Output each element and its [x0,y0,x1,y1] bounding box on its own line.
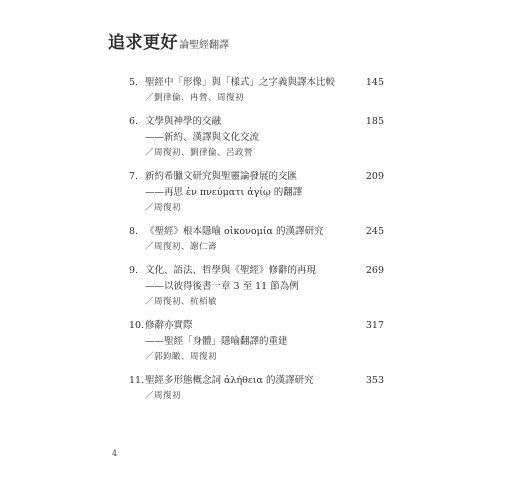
chapter-authors: ／周復初、謝仁壽 [145,242,218,252]
page-number: 145 [365,77,384,88]
chapter-number: 10. [129,320,145,331]
chapter-title: 文化、語法、哲學與《聖經》修辭的再現 [145,265,317,276]
chapter-subtitle: ——以彼得後書一章 3 至 11 節為例 [145,281,299,292]
toc-entry-title-line [129,263,384,279]
toc-entry-9 [129,263,384,310]
page-number: 353 [365,375,384,386]
chapter-authors: ／郭鈞瞰、周復初 [145,352,218,362]
toc-entry-7 [129,169,384,216]
chapter-subtitle: ——再思 ἐν πνεύματι ἁγίῳ 的翻譯 [145,187,303,198]
chapter-number: 6. [129,116,139,127]
chapter-number: 8. [129,226,139,237]
toc-entry-title-line [129,114,384,130]
chapter-title: 修辭亦實際 [145,320,193,331]
chapter-authors: ／劉律倫、冉營、周復初 [145,93,245,103]
toc-entry-title-line [129,169,384,185]
chapter-authors: ／周復初、杭栢敏 [145,297,218,307]
chapter-authors: ／周復初 [145,203,182,213]
chapter-subtitle: ——新約、漢譯與文化交流 [145,132,260,143]
chapter-authors: ／周復初 [145,391,182,401]
folio-page-number: 4 [112,449,118,458]
toc-entry-11 [129,373,384,404]
page-number: 185 [365,116,384,127]
toc-entry-title-line [129,75,384,91]
chapter-title: 《聖經》根本隱喻 οἰκονομία 的漢譯研究 [145,226,324,237]
toc-entry-6 [129,114,384,161]
toc-entry-5 [129,75,384,106]
chapter-title: 文學與神學的交融 [145,116,222,127]
page-number: 209 [365,171,384,182]
chapter-number: 5. [129,77,139,88]
page-number: 317 [365,320,384,331]
toc-entry-title-line [129,318,384,334]
toc-entry-8 [129,224,384,255]
chapter-number: 9. [129,265,139,276]
running-header [108,28,229,53]
chapter-number: 11. [129,375,145,386]
chapter-title: 聖經中「形像」與「樣式」之字義與譯本比較 [145,77,336,88]
book-title: 追求更好 [108,33,178,53]
chapter-authors: ／周復初、劉律倫、呂政營 [145,148,254,158]
page-number: 245 [365,226,384,237]
table-of-contents [129,75,384,412]
chapter-title: 新約希臘文研究與聖靈論發展的交匯 [145,171,298,182]
chapter-number: 7. [129,171,139,182]
chapter-title: 聖經多形態概念詞 ἀλήθεια 的漢譯研究 [145,375,314,386]
book-subtitle: 論聖經翻譯 [179,40,229,51]
toc-entry-10 [129,318,384,365]
toc-entry-title-line [129,224,384,240]
chapter-subtitle: ——聖經「身體」隱喻翻譯的重建 [145,336,288,347]
page-number: 269 [365,265,384,276]
toc-entry-title-line [129,373,384,389]
